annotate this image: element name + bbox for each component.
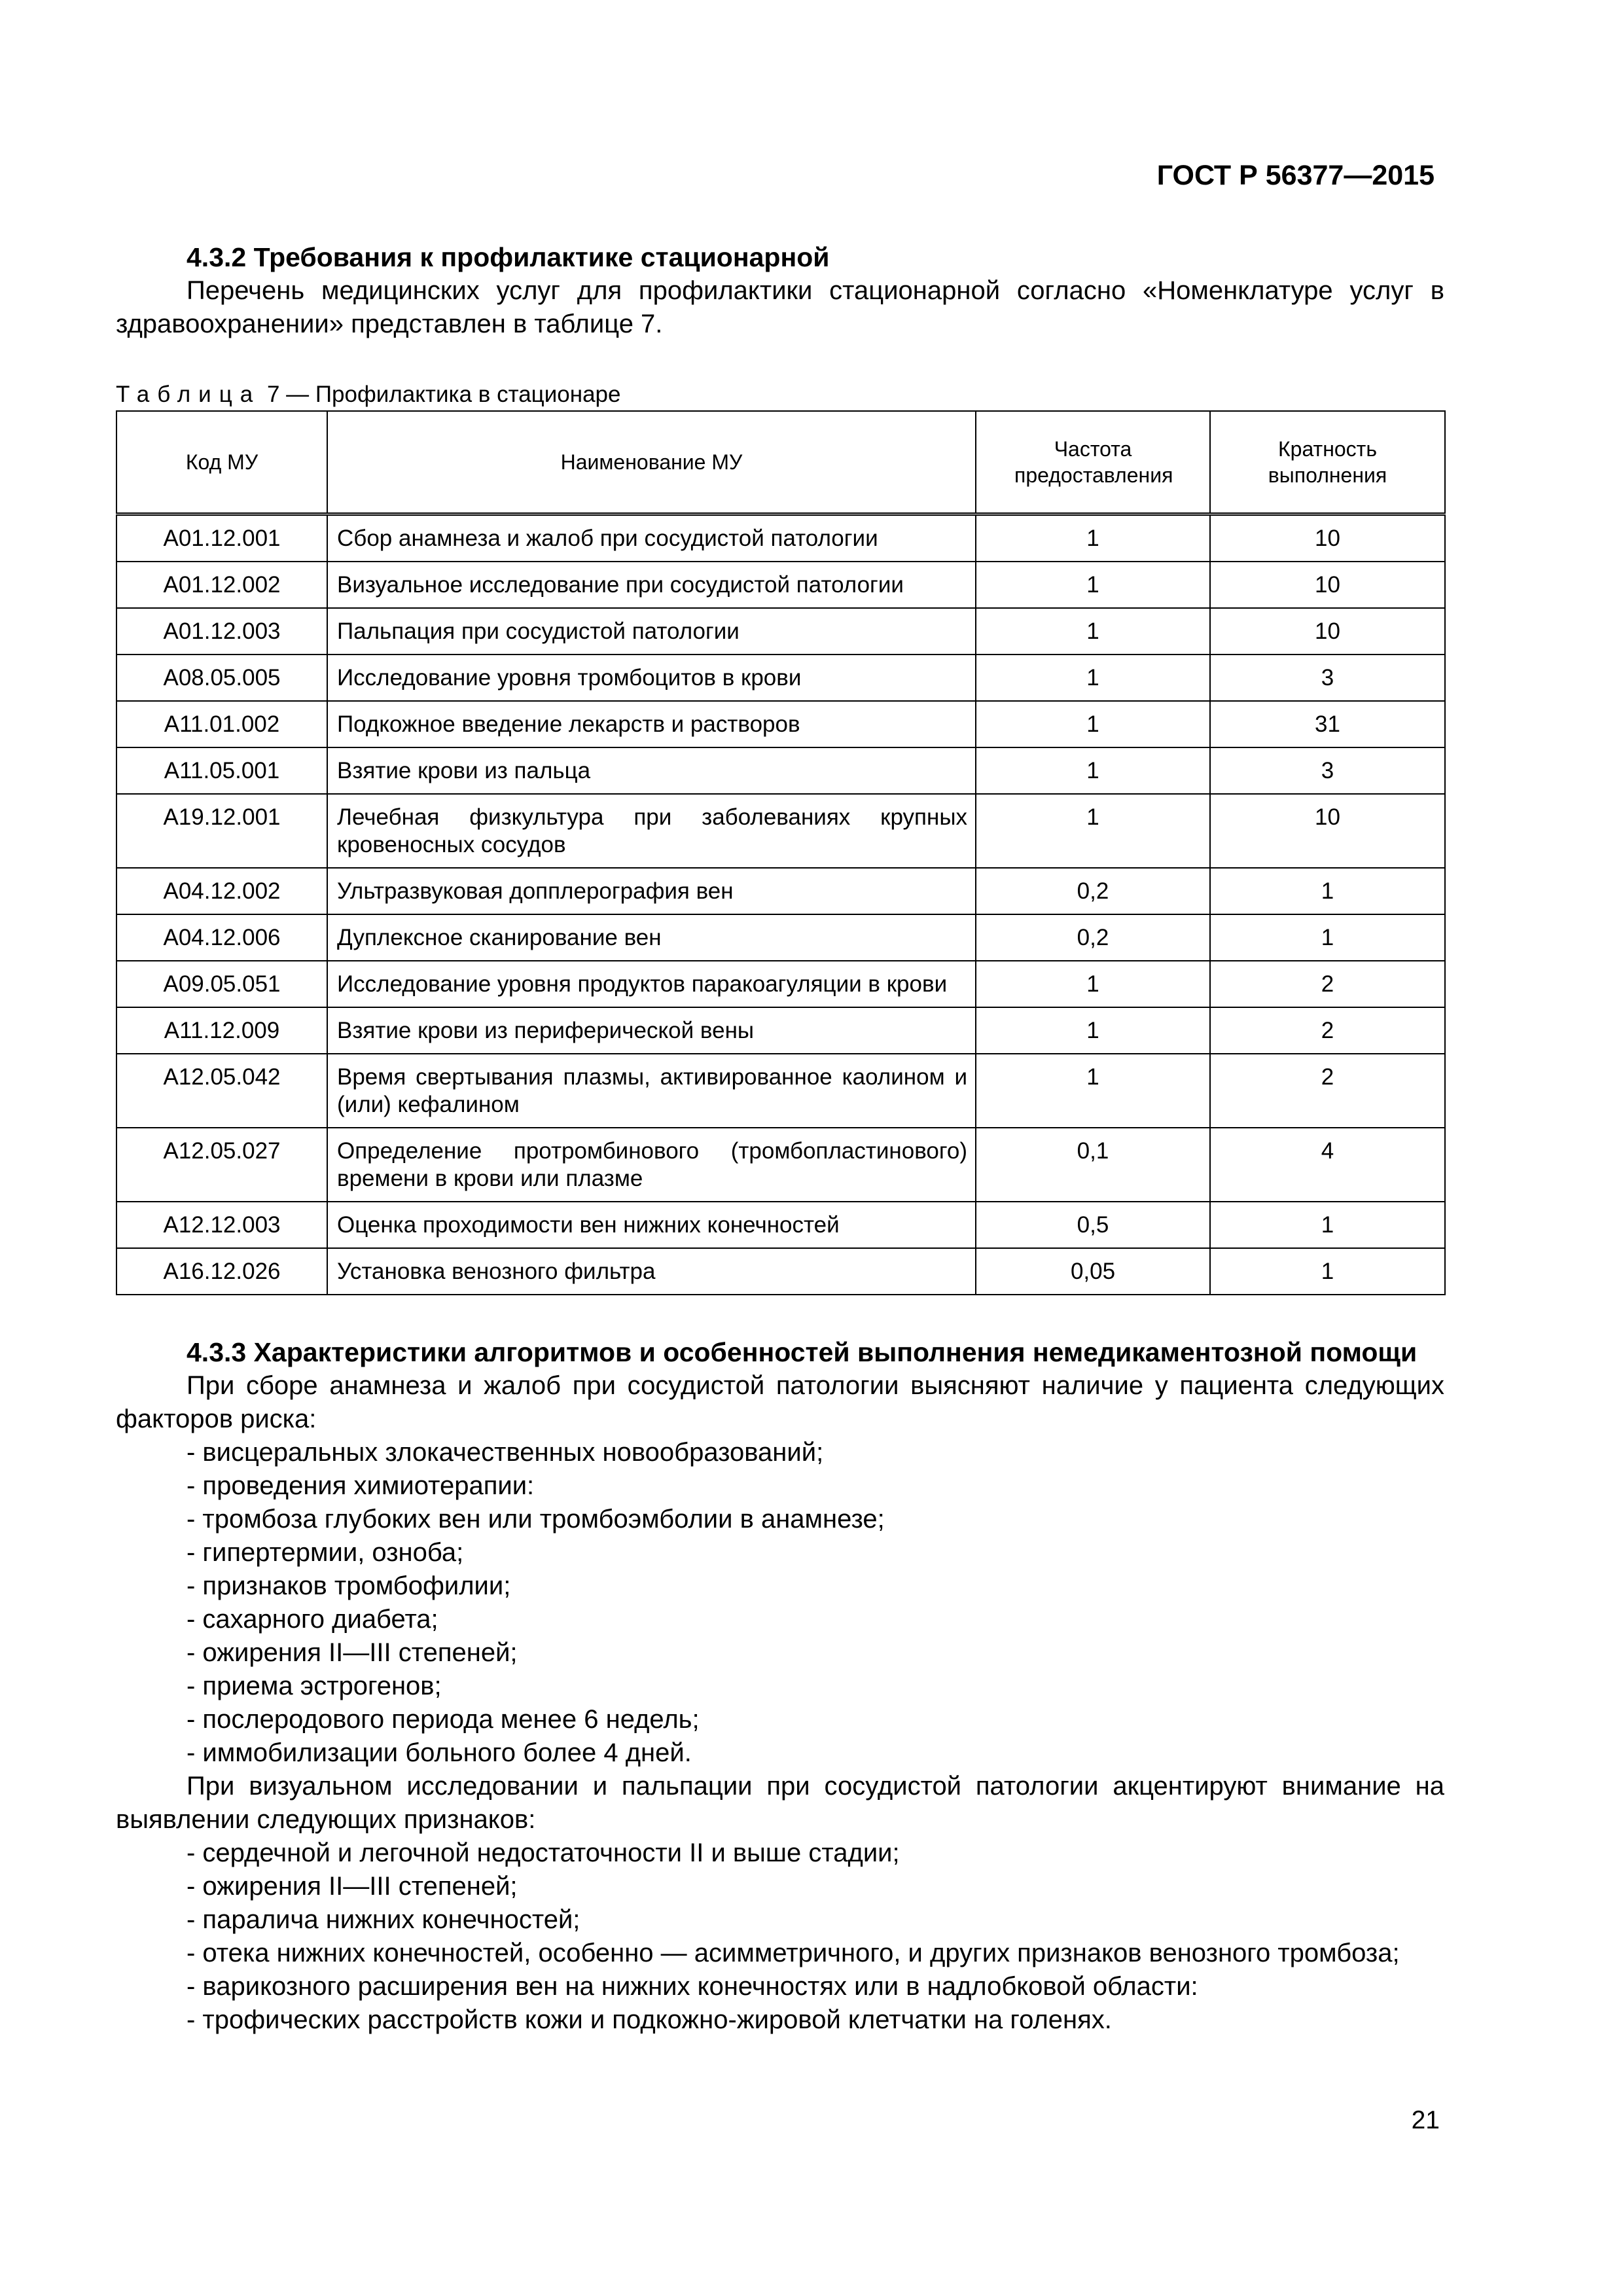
table-row	[116, 1054, 1445, 1128]
cell-multiplicity: 1	[1210, 914, 1445, 961]
cell-name: Подкожное введение лекарств и растворов	[327, 701, 976, 747]
column-header-multiplicity	[1210, 411, 1445, 514]
table-body	[116, 514, 1445, 1295]
page-number: 21	[1411, 2106, 1440, 2134]
cell-multiplicity: 1	[1210, 1202, 1445, 1248]
list-item: - тромбоза глубоких вен или тромбоэмболии в анамнезе;	[187, 1505, 885, 1534]
table-caption-word: Таблица	[116, 382, 261, 407]
cell-multiplicity: 2	[1210, 961, 1445, 1007]
cell-multiplicity: 10	[1210, 514, 1445, 562]
column-header-frequency-text: Частота предоставления	[1014, 437, 1173, 487]
cell-multiplicity: 1	[1210, 1248, 1445, 1295]
column-header-multiplicity-text: Кратность выполнения	[1268, 437, 1387, 487]
cell-code: A12.05.027	[116, 1128, 327, 1202]
cell-frequency: 0,2	[976, 868, 1210, 914]
cell-name: Исследование уровня продуктов паракоагуляции в крови	[327, 961, 976, 1007]
cell-name: Сбор анамнеза и жалоб при сосудистой патологии	[327, 514, 976, 562]
cell-multiplicity: 10	[1210, 794, 1445, 868]
cell-frequency: 1	[976, 514, 1210, 562]
page-content	[116, 241, 1444, 2037]
table-row	[116, 608, 1445, 655]
table-row	[116, 514, 1445, 562]
cell-frequency: 1	[976, 1007, 1210, 1054]
cell-code: A04.12.006	[116, 914, 327, 961]
section-4-3-3	[116, 1336, 1444, 2037]
cell-multiplicity: 10	[1210, 608, 1445, 655]
cell-code: A11.05.001	[116, 747, 327, 794]
cell-frequency: 1	[976, 961, 1210, 1007]
list-item: - признаков тромбофилии;	[187, 1571, 511, 1600]
table-row	[116, 1128, 1445, 1202]
cell-name: Дуплексное сканирование вен	[327, 914, 976, 961]
section-heading-4-3-2: 4.3.2 Требования к профилактике стационарной	[187, 242, 830, 272]
cell-multiplicity: 31	[1210, 701, 1445, 747]
list-item: - гипертермии, озноба;	[187, 1538, 464, 1567]
list-item: - паралича нижних конечностей;	[187, 1905, 580, 1934]
cell-frequency: 0,5	[976, 1202, 1210, 1248]
cell-frequency: 1	[976, 747, 1210, 794]
cell-multiplicity: 3	[1210, 747, 1445, 794]
risk-factors-list	[116, 1436, 1444, 1770]
cell-code: A01.12.002	[116, 562, 327, 608]
list-item: - послеродового периода менее 6 недель;	[187, 1705, 700, 1734]
table-row	[116, 1202, 1445, 1248]
cell-multiplicity: 4	[1210, 1128, 1445, 1202]
cell-name: Определение протромбинового (тромбопластинового) времени в крови или плазме	[327, 1128, 976, 1202]
document-code: ГОСТ Р 56377—2015	[1156, 160, 1435, 191]
cell-name: Визуальное исследование при сосудистой патологии	[327, 562, 976, 608]
cell-name: Лечебная физкультура при заболеваниях крупных кровеносных сосудов	[327, 794, 976, 868]
cell-code: A11.01.002	[116, 701, 327, 747]
cell-code: A16.12.026	[116, 1248, 327, 1295]
cell-name: Взятие крови из периферической вены	[327, 1007, 976, 1054]
cell-code: A12.05.042	[116, 1054, 327, 1128]
cell-frequency: 0,1	[976, 1128, 1210, 1202]
cell-frequency: 0,05	[976, 1248, 1210, 1295]
list-item: - приема эстрогенов;	[187, 1672, 442, 1700]
table-row	[116, 914, 1445, 961]
cell-frequency: 1	[976, 701, 1210, 747]
cell-code: A12.12.003	[116, 1202, 327, 1248]
cell-frequency: 0,2	[976, 914, 1210, 961]
cell-name: Оценка проходимости вен нижних конечностей	[327, 1202, 976, 1248]
cell-code: A01.12.003	[116, 608, 327, 655]
table-row	[116, 701, 1445, 747]
column-header-frequency	[976, 411, 1210, 514]
list-item: - ожирения II—III степеней;	[187, 1872, 518, 1901]
cell-code: A11.12.009	[116, 1007, 327, 1054]
cell-name: Ультразвуковая допплерография вен	[327, 868, 976, 914]
column-header-code: Код МУ	[116, 411, 327, 514]
cell-name: Установка венозного фильтра	[327, 1248, 976, 1295]
list-item: - иммобилизации больного более 4 дней.	[187, 1738, 692, 1767]
cell-multiplicity: 3	[1210, 655, 1445, 701]
list-item: - проведения химиотерапии:	[187, 1471, 535, 1500]
cell-frequency: 1	[976, 1054, 1210, 1128]
table-header-row	[116, 411, 1445, 514]
cell-multiplicity: 1	[1210, 868, 1445, 914]
cell-multiplicity: 2	[1210, 1007, 1445, 1054]
cell-code: A01.12.001	[116, 514, 327, 562]
cell-code: A19.12.001	[116, 794, 327, 868]
cell-name: Время свертывания плазмы, активированное каолином и (или) кефалином	[327, 1054, 976, 1128]
list-item: - ожирения II—III степеней;	[187, 1638, 518, 1667]
cell-code: A08.05.005	[116, 655, 327, 701]
table-row	[116, 655, 1445, 701]
cell-multiplicity: 10	[1210, 562, 1445, 608]
table-row	[116, 1248, 1445, 1295]
table-caption-title: 7 — Профилактика в стационаре	[266, 382, 621, 407]
services-table	[116, 410, 1446, 1295]
table-caption	[116, 379, 1444, 410]
intro-paragraph-2: При визуальном исследовании и пальпации при сосудистой патологии акцентируют внимание на выявлении следующих признаков:	[116, 1772, 1444, 1834]
signs-list	[116, 1837, 1444, 2037]
cell-name: Исследование уровня тромбоцитов в крови	[327, 655, 976, 701]
intro-paragraph-1: При сборе анамнеза и жалоб при сосудистой патологии выясняют наличие у пациента следующих факторов риска:	[116, 1371, 1444, 1433]
section-heading-4-3-3: 4.3.3 Характеристики алгоритмов и особенностей выполнения немедикаментозной помощи	[187, 1337, 1418, 1367]
list-item: - варикозного расширения вен на нижних конечностях или в надлобковой области:	[187, 1972, 1198, 2001]
cell-multiplicity: 2	[1210, 1054, 1445, 1128]
cell-code: A04.12.002	[116, 868, 327, 914]
cell-frequency: 1	[976, 794, 1210, 868]
cell-code: A09.05.051	[116, 961, 327, 1007]
table-row	[116, 562, 1445, 608]
column-header-name: Наименование МУ	[327, 411, 976, 514]
cell-frequency: 1	[976, 608, 1210, 655]
list-item: - сахарного диабета;	[187, 1605, 438, 1634]
cell-frequency: 1	[976, 655, 1210, 701]
cell-name: Взятие крови из пальца	[327, 747, 976, 794]
table-row	[116, 747, 1445, 794]
table-row	[116, 1007, 1445, 1054]
list-item: - висцеральных злокачественных новообразований;	[187, 1438, 824, 1467]
table-row	[116, 961, 1445, 1007]
cell-name: Пальпация при сосудистой патологии	[327, 608, 976, 655]
list-item: - трофических расстройств кожи и подкожно-жировой клетчатки на голенях.	[187, 2005, 1112, 2034]
table-row	[116, 868, 1445, 914]
section-paragraph: Перечень медицинских услуг для профилактики стационарной согласно «Номенклатуре услуг в здравоохранении» представлен в таблице 7.	[116, 276, 1444, 338]
cell-frequency: 1	[976, 562, 1210, 608]
list-item: - отека нижних конечностей, особенно — асимметричного, и других признаков венозного тромбоза;	[187, 1939, 1400, 1967]
table-row	[116, 794, 1445, 868]
list-item: - сердечной и легочной недостаточности II и выше стадии;	[187, 1839, 900, 1867]
